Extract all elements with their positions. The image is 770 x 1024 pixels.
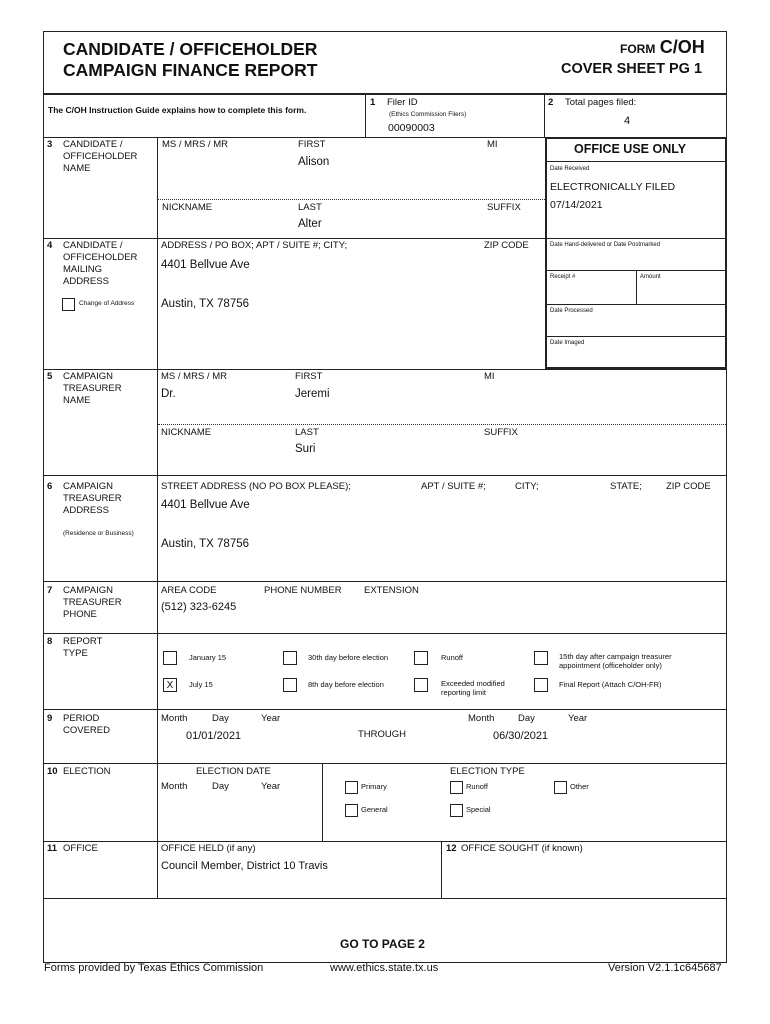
- section-label: PHONE: [63, 609, 97, 620]
- period-to[interactable]: 06/30/2021: [493, 730, 549, 742]
- office-divider: [546, 238, 726, 239]
- mi-label: MI: [487, 139, 498, 150]
- zip-label: ZIP CODE: [484, 240, 529, 251]
- through-label: THROUGH: [358, 729, 407, 740]
- cover-sheet-label: COVER SHEET PG 1: [561, 61, 703, 77]
- office-held-label: OFFICE HELD (if any): [161, 843, 256, 854]
- last-label: LAST: [298, 202, 322, 213]
- final-report-label: Final Report (Attach C/OH-FR): [559, 680, 662, 689]
- day-label: Day: [212, 781, 229, 792]
- treasurer-address-line2[interactable]: Austin, TX 78756: [161, 538, 250, 550]
- imaged-label: Date Imaged: [550, 340, 585, 346]
- primary-label: Primary: [361, 782, 387, 791]
- instructions-text: The C/OH Instruction Guide explains how to complete this form.: [48, 105, 307, 115]
- 30th-day-label: 30th day before election: [308, 653, 389, 662]
- footer-version: Version V2.1.1c645687: [608, 962, 722, 974]
- form-title-line1: CANDIDATE / OFFICEHOLDER: [63, 39, 318, 59]
- runoff-report-checkbox[interactable]: [414, 651, 428, 665]
- prefix-label: MS / MRS / MR: [162, 139, 228, 150]
- address-header-label: ADDRESS / PO BOX; APT / SUITE #; CITY;: [161, 240, 348, 251]
- office-sought-label: OFFICE SOUGHT (if known): [461, 843, 583, 854]
- street-label: STREET ADDRESS (NO PO BOX PLEASE);: [161, 481, 351, 492]
- treasurer-phone-value[interactable]: (512) 323-6245: [161, 601, 237, 613]
- section-number: 5: [47, 371, 53, 382]
- footer-website[interactable]: www.ethics.state.tx.us: [330, 962, 439, 974]
- special-checkbox[interactable]: [450, 804, 463, 817]
- office-divider: [546, 336, 726, 337]
- treasurer-first-name[interactable]: Jeremi: [295, 388, 330, 400]
- apt-label: APT / SUITE #;: [421, 481, 486, 492]
- dotted-divider: [158, 424, 726, 425]
- total-pages-num: 2: [548, 97, 554, 108]
- day-label: Day: [212, 713, 229, 724]
- section-label: ADDRESS: [63, 276, 109, 287]
- last-label: LAST: [295, 427, 319, 438]
- treasurer-last-name[interactable]: Suri: [295, 443, 316, 455]
- prefix-label: MS / MRS / MR: [161, 371, 227, 382]
- other-election-label: Other: [570, 782, 589, 791]
- section-number: 3: [47, 139, 53, 150]
- phone-number-label: PHONE NUMBER: [264, 585, 342, 596]
- mi-label: MI: [484, 371, 495, 382]
- section-label: CAMPAIGN: [63, 481, 113, 492]
- section-label: TREASURER: [63, 597, 122, 608]
- zip-label: ZIP CODE: [666, 481, 711, 492]
- residence-label: (Residence or Business): [63, 530, 134, 537]
- change-of-address-checkbox[interactable]: [62, 298, 75, 311]
- total-pages-label: Total pages filed:: [565, 97, 637, 108]
- total-pages-value: 4: [624, 115, 631, 127]
- office-divider: [546, 161, 726, 162]
- treasurer-address-line1[interactable]: 4401 Bellvue Ave: [161, 499, 250, 511]
- january-15-checkbox[interactable]: [163, 651, 177, 665]
- 8th-day-checkbox[interactable]: [283, 678, 297, 692]
- form-code-value: C/OH: [659, 37, 705, 57]
- nickname-label: NICKNAME: [162, 202, 213, 213]
- section-number: 8: [47, 636, 53, 647]
- section-number: 11: [47, 843, 58, 854]
- candidate-address-line1[interactable]: 4401 Bellvue Ave: [161, 259, 250, 271]
- july-15-checkbox[interactable]: X: [163, 678, 177, 692]
- footer-provider: Forms provided by Texas Ethics Commission: [44, 962, 264, 974]
- 15th-day-checkbox[interactable]: [534, 651, 548, 665]
- exceeded-limit-label: reporting limit: [441, 688, 487, 697]
- election-type-label: ELECTION TYPE: [450, 766, 525, 777]
- area-code-label: AREA CODE: [161, 585, 217, 596]
- row-divider: [43, 898, 727, 899]
- month-label: Month: [161, 781, 188, 792]
- processed-label: Date Processed: [550, 308, 593, 314]
- form-title-line2: CAMPAIGN FINANCE REPORT: [63, 60, 318, 80]
- label-column-line: [157, 137, 158, 898]
- filer-id-sublabel: (Ethics Commission Filers): [389, 111, 467, 118]
- row-divider: [43, 709, 727, 710]
- filer-id-label: Filer ID: [387, 97, 418, 108]
- runoff-election-label: Runoff: [466, 782, 488, 791]
- section-label: NAME: [63, 395, 91, 406]
- section-label: CAMPAIGN: [63, 371, 113, 382]
- section-label: CANDIDATE /: [63, 139, 123, 150]
- day-label: Day: [518, 713, 535, 724]
- primary-checkbox[interactable]: [345, 781, 358, 794]
- first-label: FIRST: [295, 371, 323, 382]
- row-divider: [43, 475, 727, 476]
- general-label: General: [361, 805, 388, 814]
- year-label: Year: [261, 781, 281, 792]
- candidate-last-name[interactable]: Alter: [298, 218, 322, 230]
- month-label: Month: [161, 713, 188, 724]
- month-label: Month: [468, 713, 495, 724]
- suffix-label: SUFFIX: [484, 427, 518, 438]
- divider: [322, 763, 323, 841]
- treasurer-prefix[interactable]: Dr.: [161, 388, 176, 400]
- 30th-day-checkbox[interactable]: [283, 651, 297, 665]
- dotted-divider: [158, 199, 545, 200]
- state-label: STATE;: [610, 481, 642, 492]
- section-label: OFFICE: [63, 843, 98, 854]
- row-divider: [43, 369, 727, 370]
- july-15-label: July 15: [189, 680, 213, 689]
- 15th-day-label: 15th day after campaign treasurer: [559, 652, 672, 661]
- form-prefix: FORM: [620, 42, 656, 56]
- section-label: REPORT: [63, 636, 103, 647]
- section-number: 7: [47, 585, 53, 596]
- office-held-value[interactable]: Council Member, District 10 Travis: [161, 860, 328, 872]
- section-label: CAMPAIGN: [63, 585, 113, 596]
- period-from[interactable]: 01/01/2021: [186, 730, 242, 742]
- go-to-page-2[interactable]: GO TO PAGE 2: [340, 937, 425, 951]
- extension-label: EXTENSION: [364, 585, 419, 596]
- row-divider: [43, 763, 727, 764]
- filer-id-num: 1: [370, 97, 376, 108]
- office-divider: [546, 304, 726, 305]
- section-label: OFFICEHOLDER: [63, 151, 138, 162]
- section-label: TREASURER: [63, 383, 122, 394]
- row-divider: [43, 581, 727, 582]
- section-number: 9: [47, 713, 53, 724]
- exceeded-limit-label: Exceeded modified: [441, 679, 505, 688]
- section-number: 10: [47, 766, 58, 777]
- january-15-label: January 15: [189, 653, 227, 662]
- divider: [441, 841, 442, 898]
- section-label: NAME: [63, 163, 91, 174]
- office-sought-num: 12: [446, 843, 457, 854]
- city-label: CITY;: [515, 481, 539, 492]
- runoff-report-label: Runoff: [441, 653, 463, 662]
- year-label: Year: [568, 713, 588, 724]
- special-label: Special: [466, 805, 491, 814]
- amount-label: Amount: [640, 274, 661, 280]
- row-divider: [43, 633, 727, 634]
- divider: [365, 95, 366, 137]
- 8th-day-label: 8th day before election: [308, 680, 384, 689]
- election-date-label: ELECTION DATE: [196, 766, 271, 777]
- section-label: COVERED: [63, 725, 110, 736]
- row-divider: [43, 841, 727, 842]
- nickname-label: NICKNAME: [161, 427, 212, 438]
- final-report-checkbox[interactable]: [534, 678, 548, 692]
- other-election-checkbox[interactable]: [554, 781, 567, 794]
- form-code: [620, 37, 705, 58]
- section-label: ADDRESS: [63, 505, 109, 516]
- header-divider: [43, 93, 727, 95]
- filed-status: ELECTRONICALLY FILED: [550, 181, 676, 193]
- section-label: TREASURER: [63, 493, 122, 504]
- exceeded-limit-checkbox[interactable]: [414, 678, 428, 692]
- hand-delivered-label: Date Hand-delivered or Date Postmarked: [550, 242, 661, 248]
- section-number: 4: [47, 240, 53, 251]
- divider: [544, 95, 545, 137]
- year-label: Year: [261, 713, 281, 724]
- section-label: TYPE: [63, 648, 88, 659]
- section-label: OFFICEHOLDER: [63, 252, 138, 263]
- candidate-address-line2[interactable]: Austin, TX 78756: [161, 298, 250, 310]
- candidate-first-name[interactable]: Alison: [298, 156, 330, 168]
- filer-id-value: 00090003: [388, 122, 435, 134]
- receipt-label: Receipt #: [550, 274, 576, 280]
- general-checkbox[interactable]: [345, 804, 358, 817]
- section-label: PERIOD: [63, 713, 100, 724]
- office-use-title: OFFICE USE ONLY: [574, 142, 687, 156]
- 15th-day-label: appointment (officeholder only): [559, 661, 662, 670]
- date-received-label: Date Received: [550, 166, 590, 172]
- section-number: 6: [47, 481, 53, 492]
- section-label: CANDIDATE /: [63, 240, 123, 251]
- section-label: ELECTION: [63, 766, 111, 777]
- suffix-label: SUFFIX: [487, 202, 521, 213]
- office-divider: [636, 270, 637, 304]
- row-divider: [43, 238, 545, 239]
- first-label: FIRST: [298, 139, 326, 150]
- runoff-election-checkbox[interactable]: [450, 781, 463, 794]
- section-label: MAILING: [63, 264, 103, 275]
- filed-date: 07/14/2021: [550, 199, 603, 211]
- change-of-address-label: Change of Address: [79, 300, 135, 307]
